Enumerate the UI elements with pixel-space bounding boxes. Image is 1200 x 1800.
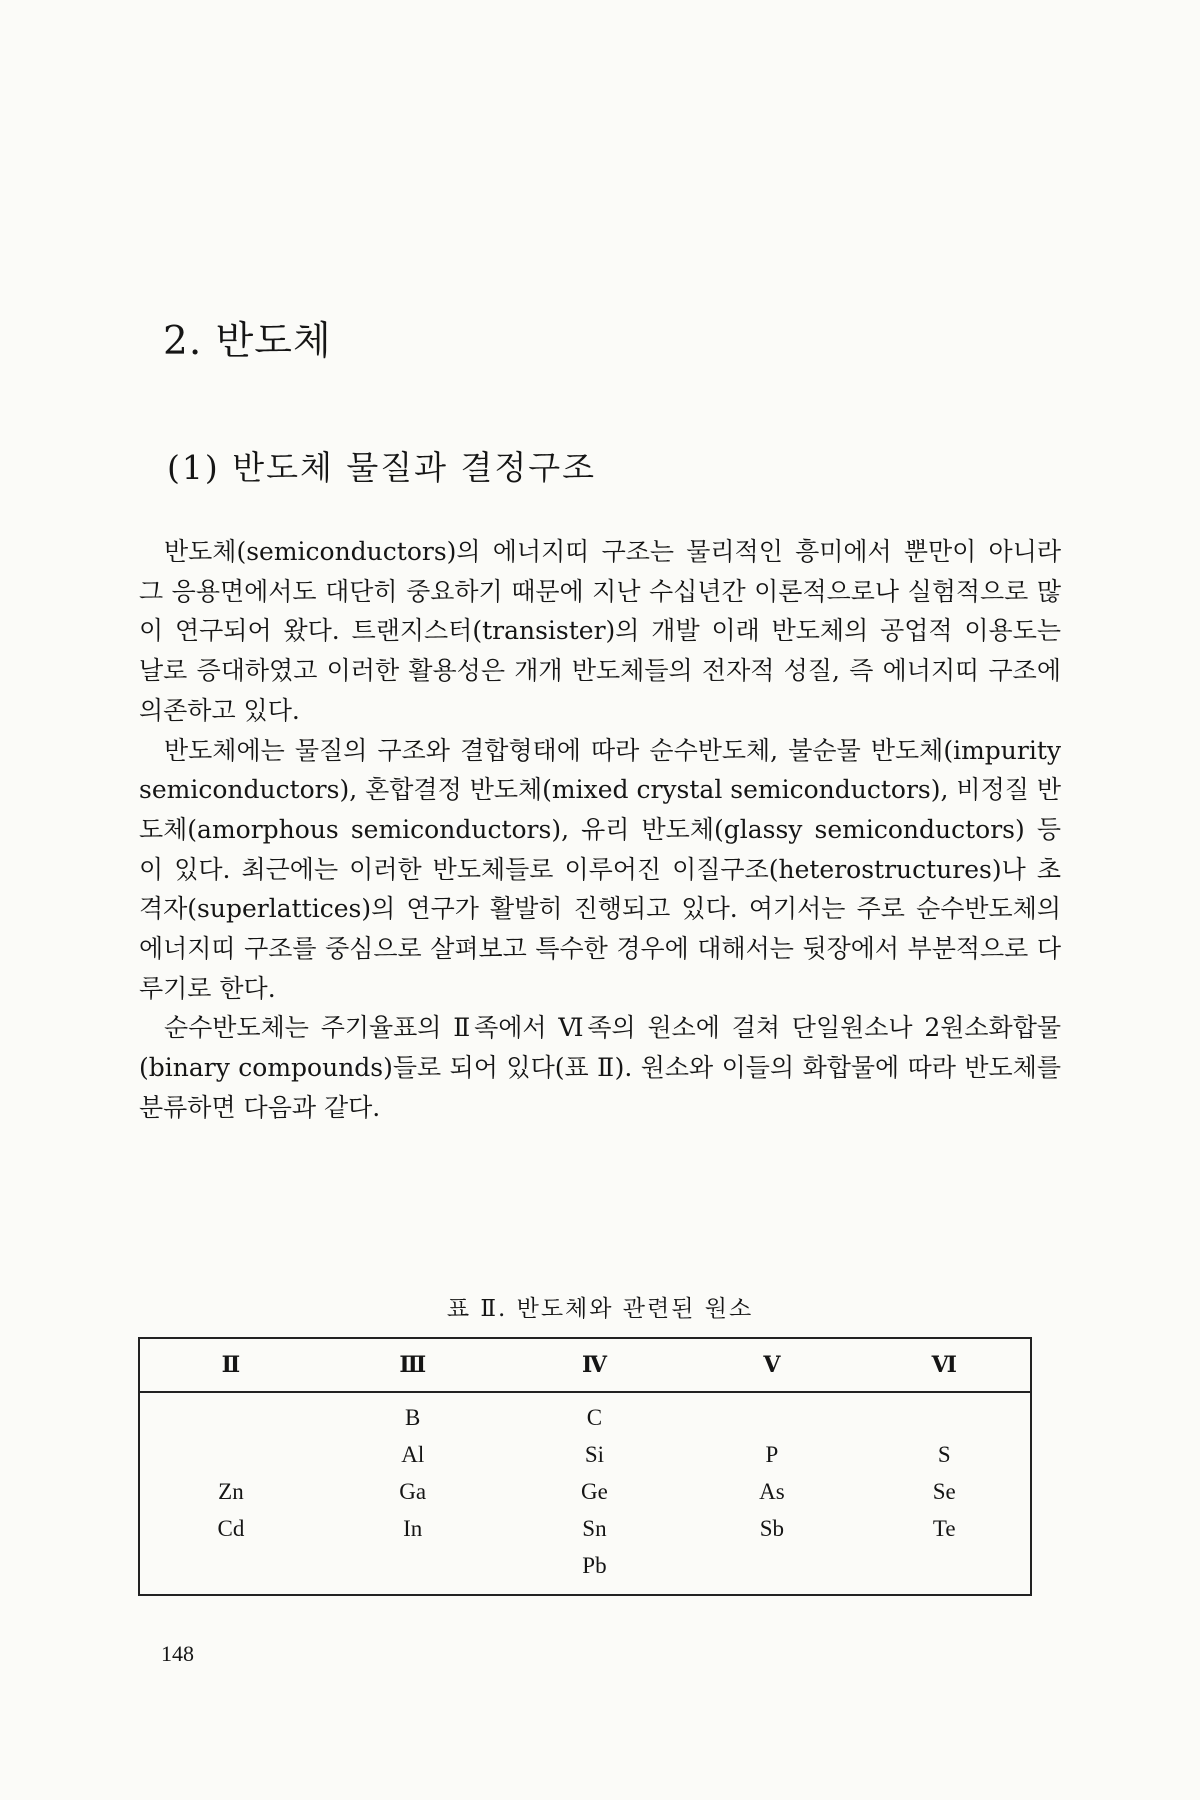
table-row xyxy=(140,1473,1030,1510)
table-cell: Te xyxy=(932,1515,956,1541)
table-cell xyxy=(140,1392,322,1436)
table-cell: As xyxy=(759,1478,785,1504)
table-cell: Pb xyxy=(582,1552,607,1578)
subsection-title: (1) 반도체 물질과 결정구조 xyxy=(167,448,596,487)
page-number: 148 xyxy=(161,1641,194,1666)
column-header-group-4: Ⅳ xyxy=(504,1339,686,1392)
table-cell xyxy=(858,1392,1030,1436)
table-cell: S xyxy=(937,1441,951,1467)
table-cell: Ge xyxy=(581,1478,608,1504)
table-cell: Cd xyxy=(217,1515,245,1541)
table-caption: 표 Ⅱ. 반도체와 관련된 원소 xyxy=(446,1296,754,1322)
table-row xyxy=(140,1510,1030,1547)
table-cell: Si xyxy=(584,1441,605,1467)
table-cell: In xyxy=(403,1515,423,1541)
table-cell xyxy=(140,1436,322,1473)
element-table-grid xyxy=(140,1339,1030,1584)
paragraph: 순수반도체는 주기율표의 Ⅱ족에서 Ⅵ족의 원소에 걸쳐 단일원소나 2원소화합물(binary compounds)들로 되어 있다(표 Ⅱ). 원소와 이들의 화합물에 따라 반도체를 분류하면 다음과 같다. xyxy=(139,1013,1061,1122)
table-cell xyxy=(858,1547,1030,1584)
table-cell: Al xyxy=(401,1441,425,1467)
table-header-row xyxy=(140,1339,1030,1392)
table-cell: P xyxy=(765,1441,779,1467)
table-cell: Sn xyxy=(582,1515,607,1541)
table-cell: Ga xyxy=(399,1478,427,1504)
table-cell: Se xyxy=(932,1478,956,1504)
table-row xyxy=(140,1547,1030,1584)
table-row xyxy=(140,1392,1030,1436)
table-cell: C xyxy=(586,1404,603,1430)
column-header-group-2: Ⅱ xyxy=(140,1339,322,1392)
paragraph: 반도체(semiconductors)의 에너지띠 구조는 물리적인 흥미에서 뿐만이 아니라 그 응용면에서도 대단히 중요하기 때문에 지난 수십년간 이론적으로나 실험적으로 많이 연구되어 왔다. 트랜지스터(transister)의 개발 이래 반도체의 공업적 이용도는 날로 증대하였고 이러한 활용성은 개개 반도체들의 전자적 성질, 즉 에너지띠 구조에 의존하고 있다. xyxy=(139,537,1061,725)
table-cell: Zn xyxy=(218,1478,244,1504)
section-title: 2. 반도체 xyxy=(163,319,332,364)
table-cell xyxy=(322,1547,504,1584)
column-header-group-3: Ⅲ xyxy=(322,1339,504,1392)
table-cell: B xyxy=(405,1404,421,1430)
table-cell xyxy=(685,1547,858,1584)
table-cell xyxy=(140,1547,322,1584)
table-cell: Sb xyxy=(759,1515,785,1541)
body-text xyxy=(139,532,1061,1128)
table-row xyxy=(140,1436,1030,1473)
column-header-group-5: Ⅴ xyxy=(685,1339,858,1392)
table-cell xyxy=(685,1392,858,1436)
column-header-group-6: Ⅵ xyxy=(858,1339,1030,1392)
paragraph: 반도체에는 물질의 구조와 결합형태에 따라 순수반도체, 불순물 반도체(impurity semiconductors), 혼합결정 반도체(mixed crystal semiconductors), 비정질 반도체(amorphous semiconductors), 유리 반도체(glassy semiconductors) 등이 있다. 최근에는 이러한 반도체들로 이루어진 이질구조(heterostructures)나 초격자(superlattices)의 연구가 활발히 진행되고 있다. 여기서는 주로 순수반도체의 에너지띠 구조를 중심으로 살펴보고 특수한 경우에 대해서는 뒷장에서 부분적으로 다루기로 한다. xyxy=(139,735,1061,1003)
element-table xyxy=(138,1337,1032,1596)
